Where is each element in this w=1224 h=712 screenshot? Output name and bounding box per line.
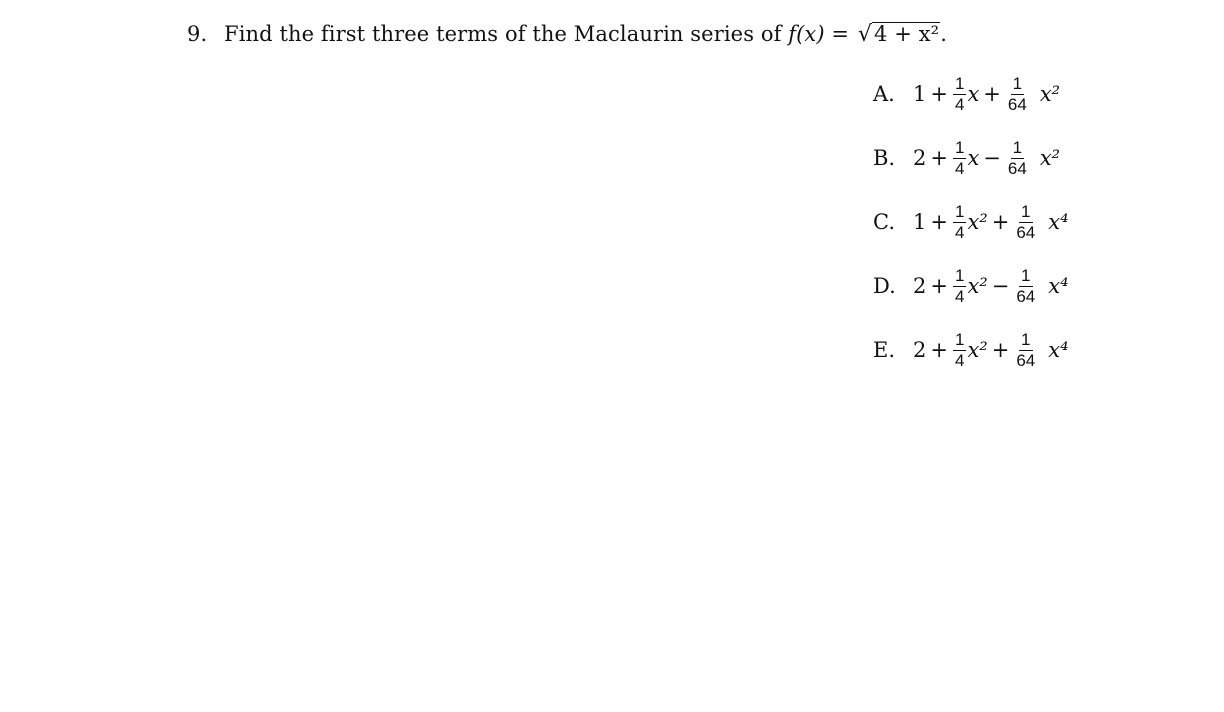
operator: − bbox=[991, 274, 1010, 298]
numerator: 1 bbox=[1021, 329, 1031, 349]
fraction-one-sixty-fourth bbox=[1014, 331, 1037, 370]
fraction-one-quarter bbox=[953, 331, 966, 370]
denominator: 4 bbox=[954, 222, 965, 242]
numerator: 1 bbox=[1012, 73, 1023, 93]
choice-expression bbox=[913, 75, 1060, 114]
numerator: 1 bbox=[1021, 265, 1031, 285]
choice-b[interactable] bbox=[873, 126, 1133, 190]
denominator: 64 bbox=[1016, 222, 1036, 242]
choice-e[interactable] bbox=[873, 318, 1133, 382]
variable-term: x² bbox=[1039, 82, 1061, 106]
denominator: 64 bbox=[1016, 286, 1036, 306]
operator: + bbox=[930, 274, 948, 298]
operator: + bbox=[930, 338, 948, 362]
operator: − bbox=[983, 146, 1001, 170]
denominator: 4 bbox=[954, 94, 965, 114]
denominator: 64 bbox=[1016, 350, 1036, 370]
operator: + bbox=[930, 82, 948, 106]
operator: + bbox=[983, 82, 1001, 106]
denominator: 4 bbox=[954, 158, 965, 178]
choice-expression bbox=[913, 139, 1060, 178]
variable-term: x⁴ bbox=[1048, 210, 1069, 234]
denominator: 64 bbox=[1007, 158, 1027, 178]
variable-term: x² bbox=[967, 210, 988, 234]
denominator: 4 bbox=[954, 350, 965, 370]
choice-letter: A. bbox=[873, 82, 895, 106]
choice-d[interactable] bbox=[873, 254, 1133, 318]
numerator: 1 bbox=[954, 73, 965, 93]
fraction-one-sixty-fourth bbox=[1006, 75, 1029, 114]
variable-term: x² bbox=[967, 274, 988, 298]
question-number: 9. bbox=[187, 22, 208, 46]
constant-term: 2 bbox=[913, 338, 927, 362]
numerator: 1 bbox=[954, 329, 965, 349]
numerator: 1 bbox=[954, 265, 965, 285]
choice-letter: B. bbox=[873, 146, 896, 170]
constant-term: 2 bbox=[913, 146, 927, 170]
variable-term: x² bbox=[967, 338, 988, 362]
variable-term: x² bbox=[1039, 146, 1061, 170]
square-root bbox=[856, 22, 940, 47]
choice-letter: C. bbox=[873, 210, 895, 234]
operator: + bbox=[930, 210, 948, 234]
fraction-one-sixty-fourth bbox=[1006, 139, 1029, 178]
denominator: 4 bbox=[954, 286, 965, 306]
choice-expression bbox=[913, 203, 1069, 242]
operator: + bbox=[991, 210, 1010, 234]
fraction-one-quarter bbox=[953, 203, 966, 242]
choice-expression bbox=[913, 331, 1069, 370]
fraction-one-quarter bbox=[953, 139, 966, 178]
choice-letter: E. bbox=[873, 338, 896, 362]
choice-a[interactable] bbox=[873, 62, 1133, 126]
fraction-one-sixty-fourth bbox=[1014, 203, 1037, 242]
answer-choices bbox=[873, 62, 1133, 382]
constant-term: 1 bbox=[913, 210, 927, 234]
question-text: Find the first three terms of the Maclaurin series of bbox=[224, 22, 782, 46]
numerator: 1 bbox=[954, 137, 965, 157]
question-end: . bbox=[940, 22, 947, 46]
fraction-one-sixty-fourth bbox=[1014, 267, 1037, 306]
radical-sign: √ bbox=[857, 22, 873, 47]
function-lhs: f(x) = bbox=[788, 22, 850, 46]
fraction-one-quarter bbox=[953, 75, 966, 114]
choice-c[interactable] bbox=[873, 190, 1133, 254]
numerator: 1 bbox=[954, 201, 965, 221]
radicand: 4 + x² bbox=[874, 22, 940, 46]
variable-term: x⁴ bbox=[1048, 338, 1069, 362]
constant-term: 2 bbox=[913, 274, 927, 298]
operator: + bbox=[930, 146, 948, 170]
function-expression bbox=[788, 22, 947, 46]
variable-term: x bbox=[967, 146, 980, 170]
denominator: 64 bbox=[1007, 94, 1027, 114]
constant-term: 1 bbox=[913, 82, 927, 106]
question-9 bbox=[187, 22, 947, 47]
variable-term: x⁴ bbox=[1048, 274, 1069, 298]
numerator: 1 bbox=[1012, 137, 1023, 157]
choice-expression bbox=[913, 267, 1069, 306]
numerator: 1 bbox=[1021, 201, 1031, 221]
fraction-one-quarter bbox=[953, 267, 966, 306]
variable-term: x bbox=[967, 82, 980, 106]
choice-letter: D. bbox=[873, 274, 896, 298]
operator: + bbox=[991, 338, 1010, 362]
